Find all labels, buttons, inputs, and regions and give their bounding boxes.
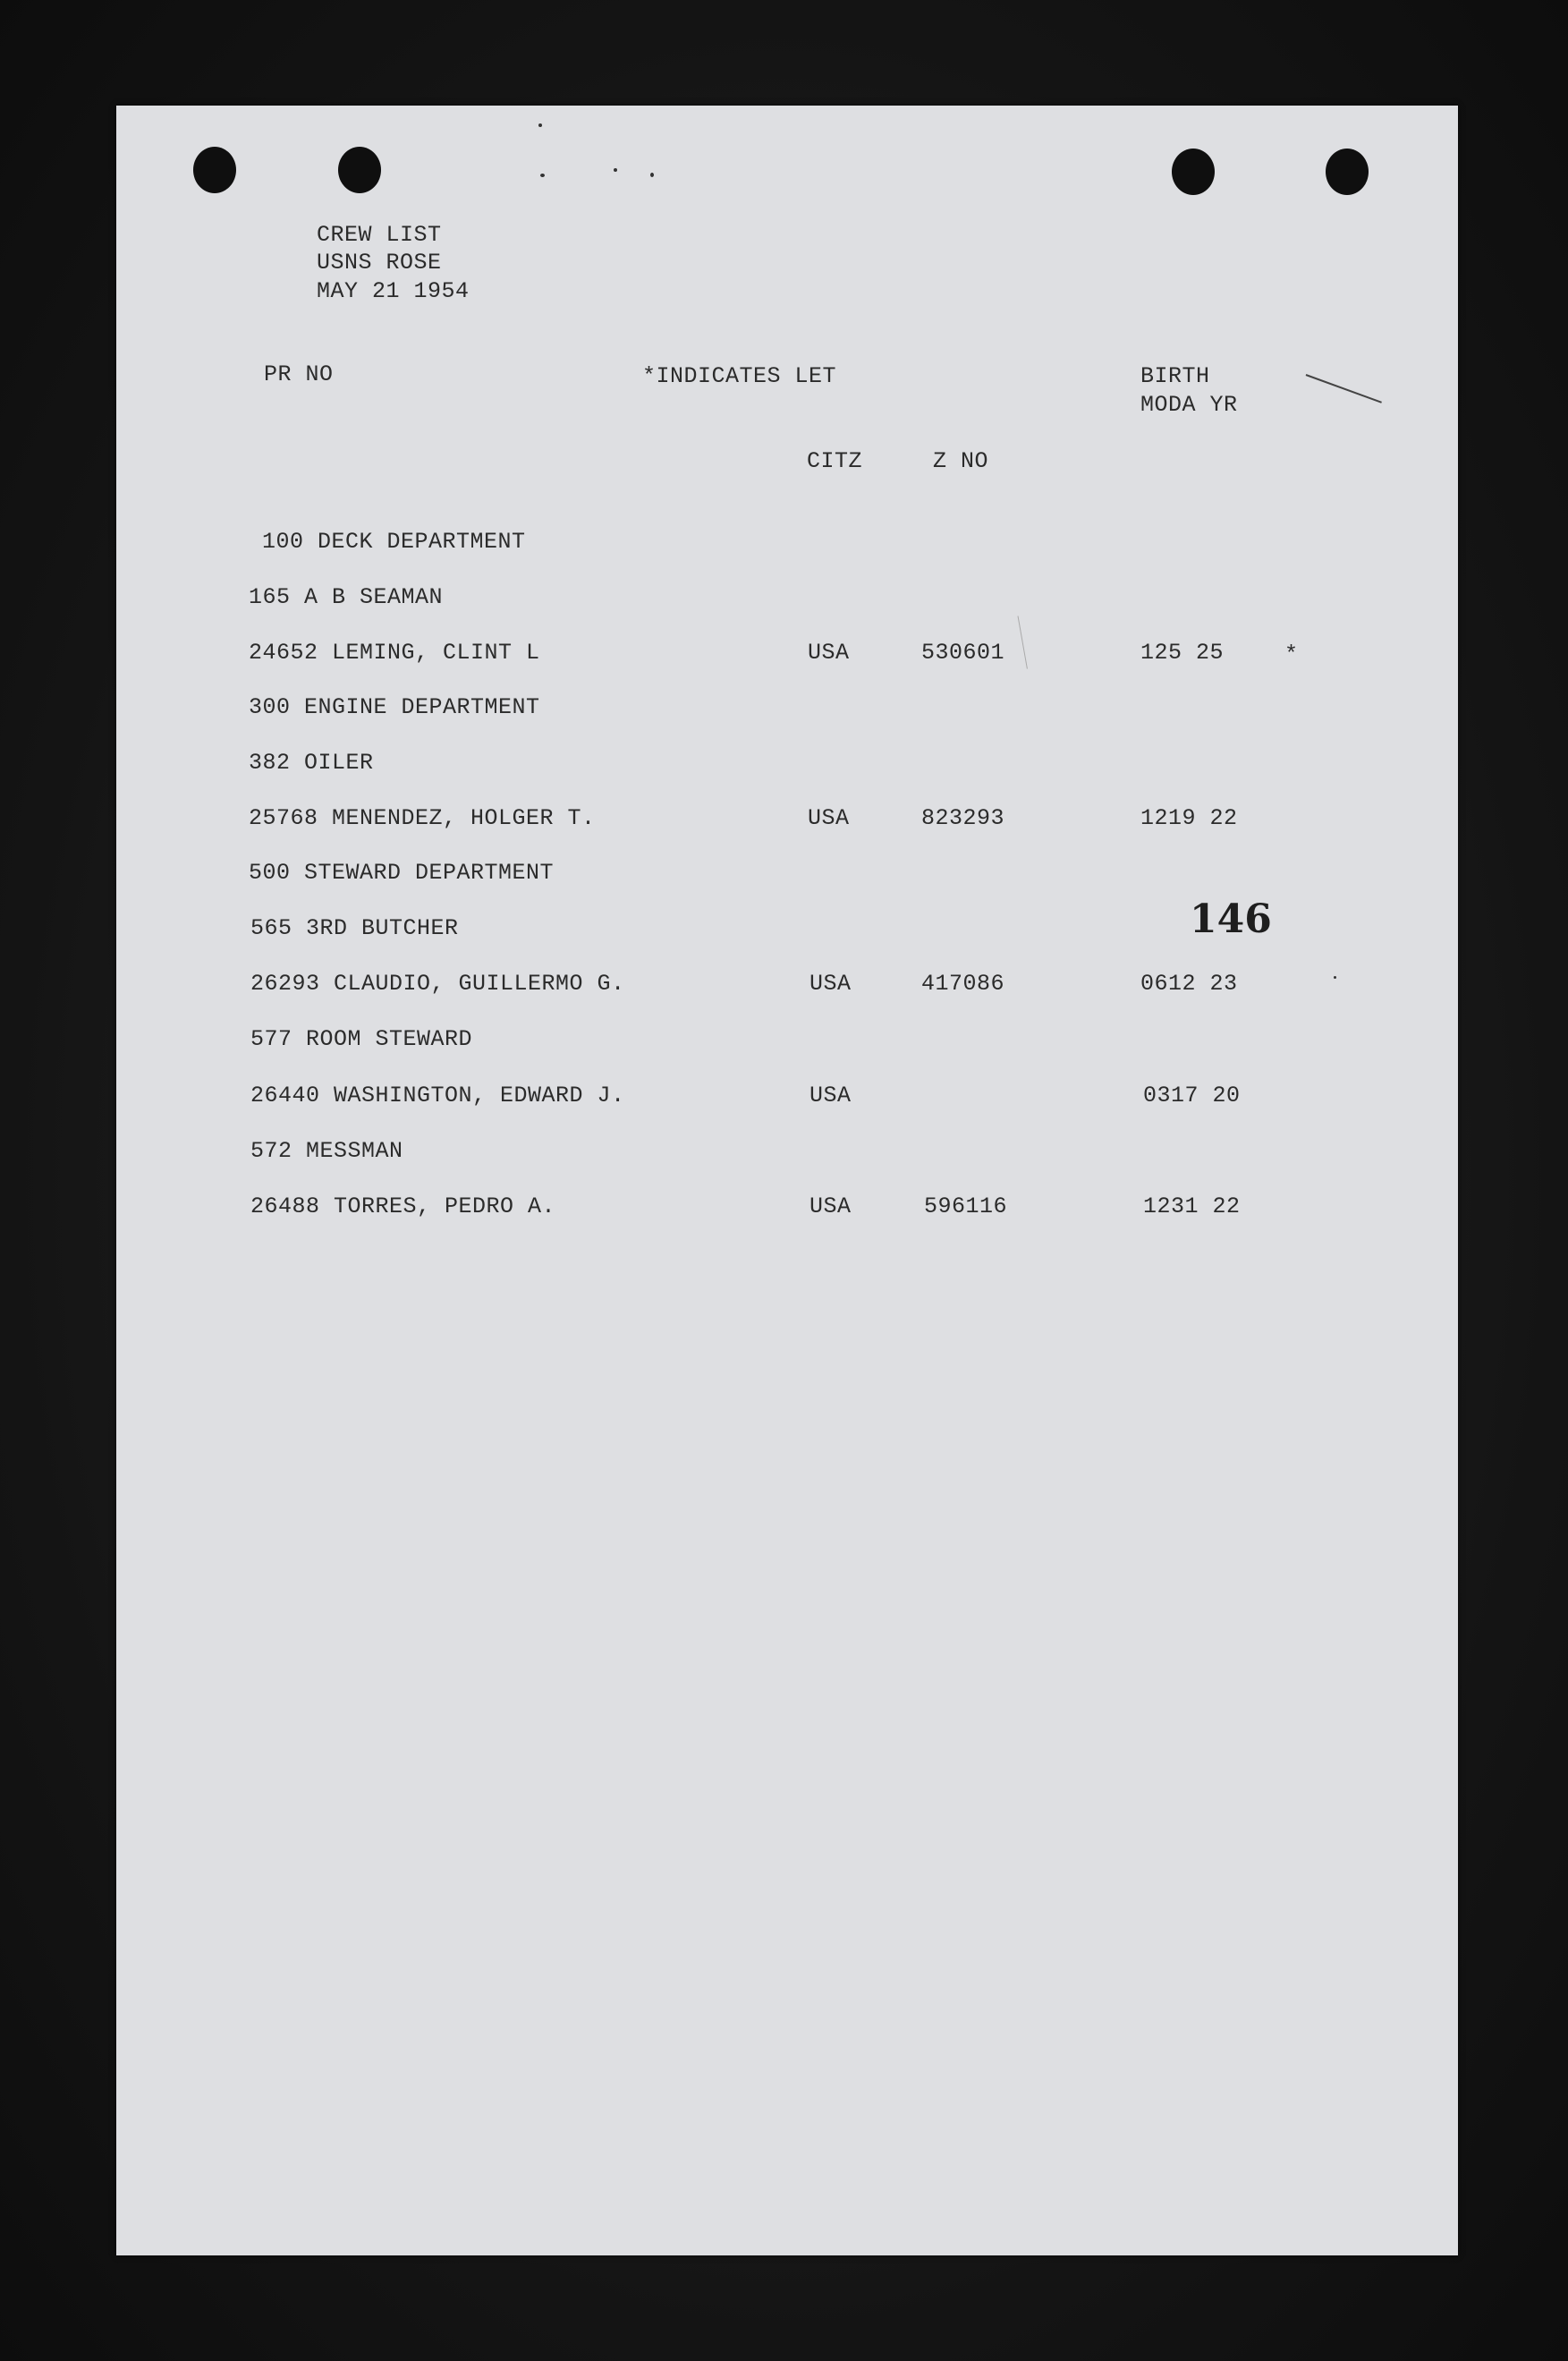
crew-z-no: 530601 [921, 640, 1005, 666]
crew-birth: 125 25 [1140, 640, 1225, 666]
z-no-header: Z NO [933, 448, 989, 474]
crew-name: 26293 CLAUDIO, GUILLERMO G. [250, 971, 625, 997]
crew-birth: 1219 22 [1140, 805, 1238, 831]
pencil-tick [1018, 616, 1028, 668]
crew-citz: USA [809, 1193, 852, 1219]
speck-mark [1334, 976, 1336, 979]
speck-mark [540, 174, 545, 177]
date-line: MAY 21 1954 [317, 278, 470, 304]
section-heading: 500 STEWARD DEPARTMENT [249, 860, 555, 886]
crew-name: 25768 MENENDEZ, HOLGER T. [249, 805, 596, 831]
moda-yr-header: MODA YR [1140, 392, 1238, 418]
rating-heading: 572 MESSMAN [250, 1138, 403, 1164]
speck-mark [650, 173, 654, 177]
birth-header: BIRTH [1140, 363, 1210, 389]
rating-heading: 382 OILER [249, 750, 374, 776]
title-line-2: USNS ROSE [317, 250, 442, 276]
crew-let-flag: * [1284, 641, 1299, 667]
page-number-stamp: 146 [1190, 896, 1272, 942]
crew-name: 26440 WASHINGTON, EDWARD J. [250, 1083, 625, 1108]
section-heading: 300 ENGINE DEPARTMENT [249, 694, 540, 720]
punch-hole-icon [193, 147, 236, 193]
crew-z-no: 823293 [921, 805, 1005, 831]
document-page [116, 106, 1458, 2255]
punch-hole-icon [1326, 149, 1369, 195]
indicates-header: *INDICATES LET [642, 363, 837, 389]
rating-heading: 577 ROOM STEWARD [250, 1026, 473, 1052]
punch-hole-icon [338, 147, 381, 193]
section-heading: 100 DECK DEPARTMENT [262, 529, 526, 555]
punch-hole-icon [1172, 149, 1215, 195]
pen-stroke [1306, 374, 1382, 403]
crew-citz: USA [808, 805, 850, 831]
crew-birth: 0317 20 [1143, 1083, 1241, 1108]
crew-name: 26488 TORRES, PEDRO A. [250, 1193, 556, 1219]
crew-birth: 1231 22 [1143, 1193, 1241, 1219]
pr-no-header: PR NO [264, 361, 334, 387]
crew-z-no: 596116 [924, 1193, 1008, 1219]
crew-citz: USA [808, 640, 850, 666]
rating-heading: 565 3RD BUTCHER [250, 915, 459, 941]
crew-citz: USA [809, 1083, 852, 1108]
crew-birth: 0612 23 [1140, 971, 1238, 997]
crew-z-no: 417086 [921, 971, 1005, 997]
citz-header: CITZ [807, 448, 863, 474]
title-line-1: CREW LIST [317, 222, 442, 248]
crew-citz: USA [809, 971, 852, 997]
speck-mark [614, 168, 617, 172]
rating-heading: 165 A B SEAMAN [249, 584, 444, 610]
speck-mark [538, 123, 542, 127]
crew-name: 24652 LEMING, CLINT L [249, 640, 540, 666]
